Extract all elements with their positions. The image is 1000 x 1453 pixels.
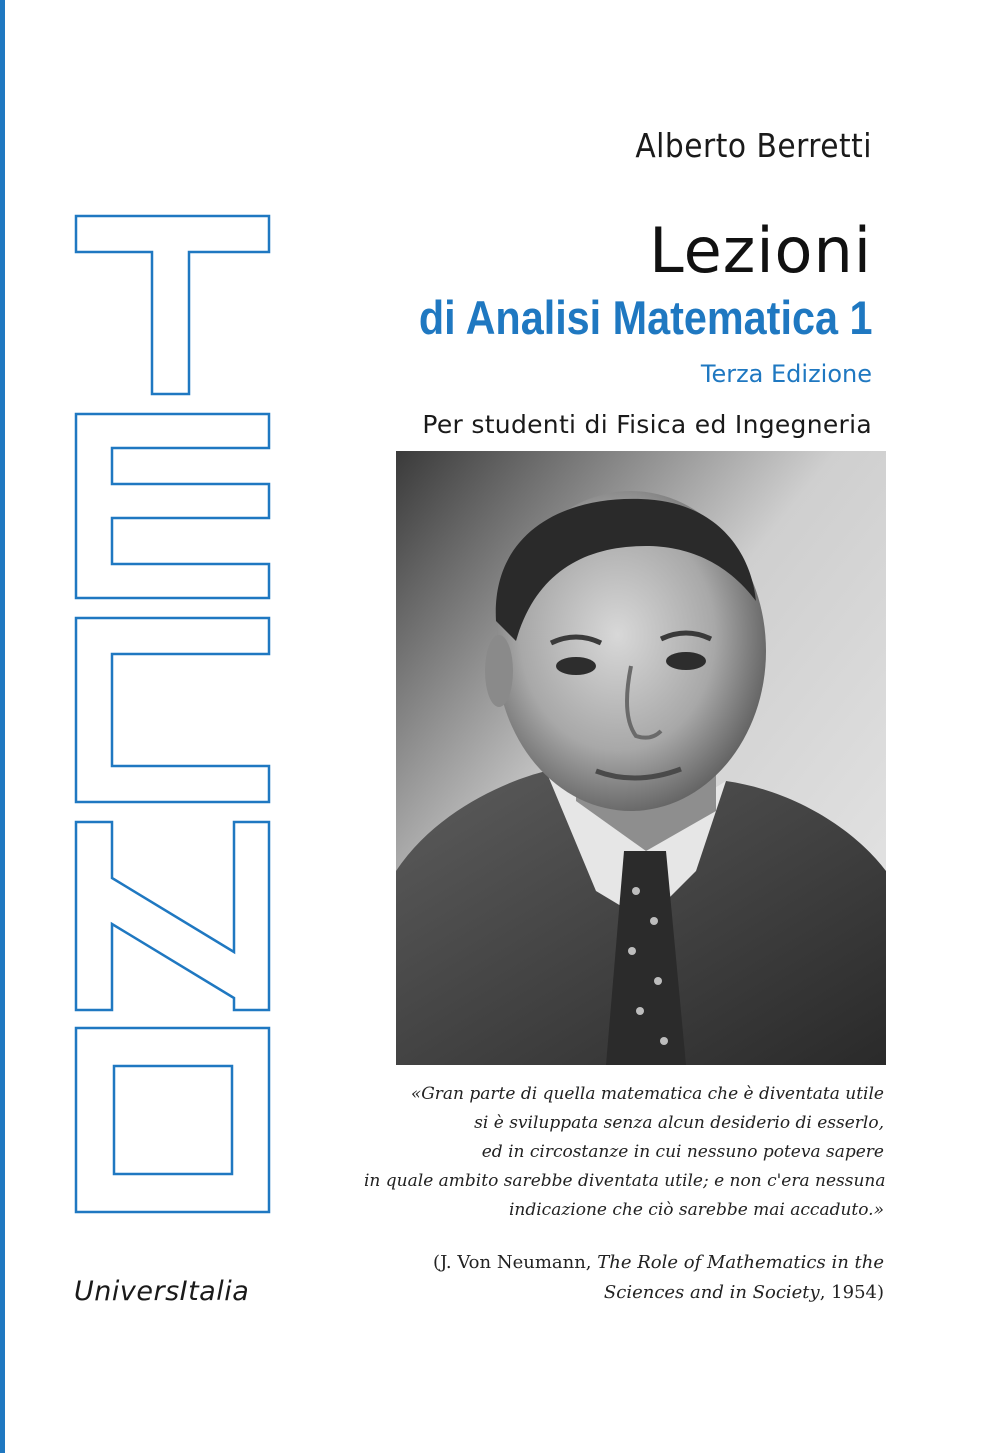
logo-letter-t xyxy=(76,216,269,394)
quote-block xyxy=(364,1080,884,1225)
book-title: Lezioni xyxy=(649,214,872,287)
logo-letter-e xyxy=(76,414,269,598)
citation-work-line1: The Role of Mathematics in the xyxy=(597,1252,884,1273)
author-name: Alberto Berretti xyxy=(635,126,872,165)
logo-letter-n xyxy=(76,822,269,1010)
publisher-logo: UniversItalia xyxy=(74,1276,250,1307)
quote-line: «Gran parte di quella matematica che è diventata utile xyxy=(410,1084,884,1104)
tecno-series-logo xyxy=(72,212,274,1214)
quote-line: ed in circostanze in cui nessuno poteva sapere xyxy=(481,1142,884,1162)
book-subtitle: di Analisi Matematica 1 xyxy=(418,291,872,344)
quote-line: si è sviluppata senza alcun desiderio di esserlo, xyxy=(474,1113,884,1133)
logo-letter-o-inner xyxy=(114,1066,232,1174)
spine-accent-line xyxy=(0,0,5,1453)
citation-prefix: (J. Von Neumann, xyxy=(433,1252,598,1273)
edition-label: Terza Edizione xyxy=(700,360,872,388)
quote-citation xyxy=(364,1248,884,1308)
citation-suffix: , 1954) xyxy=(819,1282,884,1303)
logo-letter-o xyxy=(76,1028,269,1212)
citation-work-line2: Sciences and in Society xyxy=(603,1282,820,1303)
quote-line: indicazione che ciò sarebbe mai accaduto.» xyxy=(508,1200,884,1220)
quote-line: in quale ambito sarebbe diventata utile; e non c'era nessuna xyxy=(364,1171,886,1191)
author-portrait-photo xyxy=(396,451,886,1065)
logo-letter-c xyxy=(76,618,269,802)
audience-label: Per studenti di Fisica ed Ingegneria xyxy=(422,410,872,439)
